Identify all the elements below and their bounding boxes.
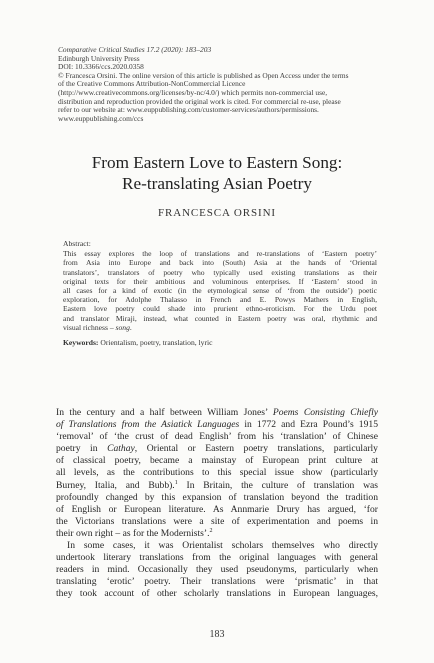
abstract-last-end: . [129,322,132,332]
abstract-line: and translator Miraji, instead, what counted in Eastern poetry was oral, rhythmic and [63,313,377,323]
book-title-italic: of Translations from the Asiatick Languages [56,419,240,431]
abstract-line [63,323,377,332]
license-line: of the Creative Commons Attribution-NonCommercial Licence [58,80,246,89]
abstract-line: original texts for their ambitious and voluminous enterprises. If ‘Eastern’ stood in [63,276,377,286]
keywords-text: Orientalism, poetry, translation, lyric [98,338,213,348]
body-line: ‘removal’ of ‘the crust of dead English’ from his ‘translation’ of Chinese [56,431,378,443]
body-line: In some cases, it was Orientalist scholars themselves who directly [67,540,378,552]
body-line [56,419,378,431]
author-name: FRANCESCA ORSINI [157,207,276,219]
book-title-italic: Cathay [107,443,135,455]
body-line: of classical poetry, became a mainstay of European print culture at [56,455,378,467]
keywords-line [63,338,377,347]
body-text-run: in 1772 and Ezra Pound’s 1915 [239,419,378,431]
body-line: readers in mind. Occasionally they used pseudonyms, particularly when [56,564,378,576]
article-body [56,407,378,601]
body-line [56,528,378,540]
license-line: www.euppublishing.com/ccs [58,114,144,123]
body-line: of English or European literature. As Annmarie Drury has argued, ‘for [56,503,378,515]
abstract-line: translators’, translators of poetry who typically used existing translations as their [63,267,377,277]
license-line: distribution and reproduction provided the original work is cited. For commercial re-use, please [58,97,341,106]
body-line: profoundly changed by this expansion of translation beyond the tradition [56,491,378,503]
license-line: © Francesca Orsini. The online version of this article is published as Open Access under the terms [58,71,349,80]
body-line: translating ‘erotic’ poetry. Their translations were ‘prismatic’ in that [56,576,378,588]
body-line [56,443,378,455]
abstract-line: exploration, for Adolphe Thalasso in French and E. Powys Mathers in English, [63,295,377,305]
article-metadata [58,46,380,123]
abstract-last-text: visual richness – [63,322,116,332]
journal-citation: Comparative Critical Studies 17.2 (2020): 183–203 [58,46,212,54]
body-line: the Victorians translations were a site of experimentation and poems in [56,515,378,527]
abstract-line: all cases for a kind of exotic (in the etymological sense of ‘from the outside’) poetic [63,286,377,296]
body-line: all levels, as the contributions to this special issue show (particularly [56,467,378,479]
license-line: (http://www.creativecommons.org/licenses/by-nc/4.0/) which permits non-commercial use, [58,88,328,97]
page-number: 183 [209,629,225,640]
article-title [40,152,394,194]
keywords-label: Keywords: [63,338,99,348]
body-text-run: Burney, Italia, and Bubb). [56,479,175,491]
abstract-heading: Abstract: [63,239,91,248]
title-line: From Eastern Love to Eastern Song: [91,153,343,172]
body-text-run: their own right – as for the Modernists’. [56,527,210,539]
book-title-italic: Poems Consisting Chiefly [272,407,378,418]
abstract-section [63,239,377,347]
title-line: Re-translating Asian Poetry [122,174,312,193]
footnote-ref[interactable]: 2 [209,527,213,534]
doi-line: DOI: 10.3366/ccs.2020.0358 [58,63,144,72]
abstract-line: from Asia into Europe and back into (South) Asia at the hands of ‘Oriental [63,258,377,268]
body-line: undertook literary translations from the original languages with general [56,552,378,564]
body-text-run: poetry in [56,443,108,455]
body-text-run: In the century and a half between William Jones’ [56,407,273,418]
body-text-run: , Oriental or Eastern poetry translations, particularly [134,443,378,455]
body-text-run: In Britain, the culture of translation was [177,479,378,491]
body-line [56,407,378,419]
body-line [56,480,378,492]
abstract-song-word: song [115,322,130,332]
license-line: refer to our website at: www.euppublishing.com/customer-services/authors/permissions. [58,106,319,115]
abstract-line: Eastern love poetry could shade into prurient ethno-eroticism. For the Urdu poet [63,304,377,314]
footnote-ref[interactable]: 1 [174,479,178,486]
publisher-name: Edinburgh University Press [58,54,140,63]
body-line: they took account of other scholarly translations in European languages, [56,588,378,600]
abstract-line: This essay explores the loop of translations and re-translations of ‘Eastern poetry’ [63,249,377,259]
abstract-body [63,249,377,332]
